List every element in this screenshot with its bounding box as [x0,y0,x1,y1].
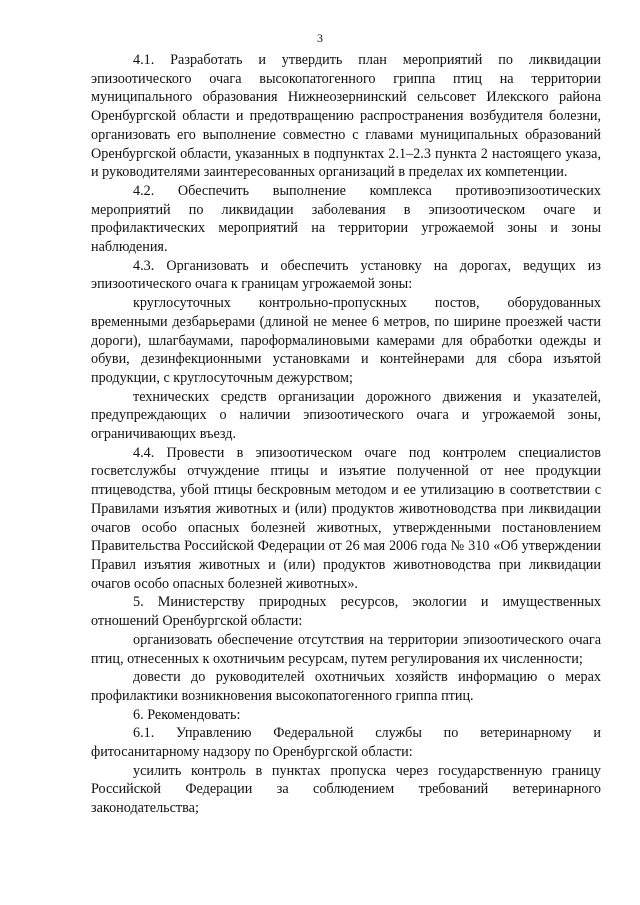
page-number: 3 [317,31,323,45]
paragraph-4-3-traffic-signs: технических средств организации дорожного движения и указателей, предупреждающих о наличии эпизоотического очага и угрожаемой зоны, ограничивающих въезд. [91,388,601,443]
paragraph-6: 6. Рекомендовать: [133,706,241,723]
paragraph-6-1: 6.1. Управлению Федеральной службы по ветеринарному и фитосанитарному надзору по Оренбургской области: [91,725,601,761]
paragraph-5: 5. Министерству природных ресурсов, экологии и имущественных отношений Оренбургской области: [91,594,601,630]
paragraph-5-inform: довести до руководителей охотничьих хозяйств информацию о мерах профилактики возникновения высокопатогенного гриппа птиц. [91,669,601,704]
paragraph-4-3: 4.3. Организовать и обеспечить установку на дорогах, ведущих из эпизоотического очага к границам угрожаемой зоны: [91,257,601,293]
document-body [91,51,601,818]
paragraph-4-3-checkpoints: круглосуточных контрольно-пропускных постов, оборудованных временными дезбарьерами (длиной не менее 6 метров, по ширине проезжей части дороги), шлагбаумами, пароформалиновыми камерами для обработки одежды и обуви, дезинфекционными установками и контейнерами для сбора изъятой продукции, с круглосуточным дежурством; [91,295,601,386]
paragraph-6-1-control: усилить контроль в пунктах пропуска через государственную границу Российской Федерации за соблюдением требований ветеринарного законодательства; [91,762,601,817]
paragraph-4-4: 4.4. Провести в эпизоотическом очаге под контролем специалистов госветслужбы отчуждение птицы и изъятие полученной от нее продукции птицеводства, убой птицы бескровным методом и ее утилизацию в соответствии с Правилами изъятия животных и (или) продуктов животноводства при ликвидации очагов особо опасных болезней животных, утвержденными постановлением Правительства Российской Федерации от 26 мая 2006 года № 310 «Об утверждении Правил изъятия животных и (или) продуктов животноводства при ликвидации очагов особо опасных болезней животных». [91,444,601,592]
paragraph-5-organize: организовать обеспечение отсутствия на территории эпизоотического очага птиц, отнесенных к охотничьим ресурсам, путем регулирования их численности; [91,631,601,667]
paragraph-4-2: 4.2. Обеспечить выполнение комплекса противоэпизоотических мероприятий по ликвидации заболевания в эпизоотическом очаге и профилактических мероприятий на территории угрожаемой зоны и зоны наблюдения. [91,182,601,256]
paragraph-4-1: 4.1. Разработать и утвердить план мероприятий по ликвидации эпизоотического очага высокопатогенного гриппа птиц на территории муниципального образования Нижнеозернинский сельсовет Илекского района Оренбургской области и предотвращению распространения возбудителя болезни, организовать его выполнение совместно с главами муниципальных образований Оренбургской области, указанных в подпунктах 2.1–2.3 пункта 2 настоящего указа, и руководителями заинтересованных организаций в пределах их компетенции. [91,52,601,181]
